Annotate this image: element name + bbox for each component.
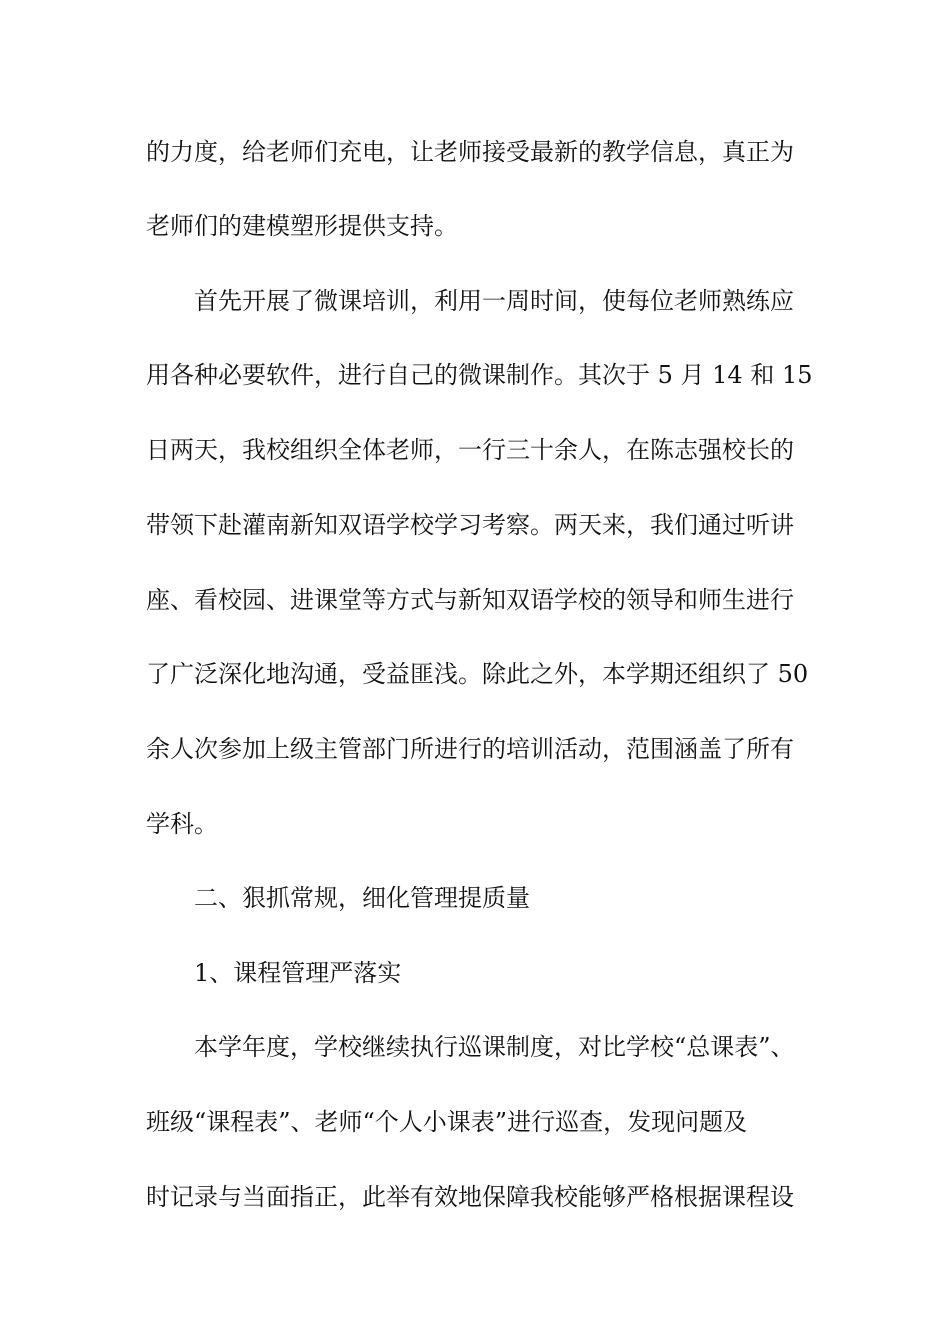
text-line: 日两天，我校组织全体老师，一行三十余人，在陈志强校长的 <box>146 436 794 464</box>
section-heading: 二、狠抓常规，细化管理提质量 <box>194 884 530 912</box>
text-line: 老师们的建模塑形提供支持。 <box>146 212 458 240</box>
text-line: 了广泛深化地沟通，受益匪浅。除此之外，本学期还组织了 50 <box>146 660 809 688</box>
text-line: 座、看校园、进课堂等方式与新知双语学校的领导和师生进行 <box>146 586 794 614</box>
paragraph-start-line: 本学年度，学校继续执行巡课制度，对比学校“总课表”、 <box>194 1033 795 1061</box>
paragraph-start-line: 首先开展了微课培训，利用一周时间，使每位老师熟练应 <box>194 287 794 315</box>
text-line: 时记录与当面指正，此举有效地保障我校能够严格根据课程设 <box>146 1183 794 1211</box>
text-line: 带领下赴灌南新知双语学校学习考察。两天来，我们通过听讲 <box>146 511 794 539</box>
text-line: 余人次参加上级主管部门所进行的培训活动，范围涵盖了所有 <box>146 735 794 763</box>
text-line: 学科。 <box>146 810 218 838</box>
text-line: 的力度，给老师们充电，让老师接受最新的教学信息，真正为 <box>146 138 794 166</box>
text-line: 用各种必要软件，进行自己的微课制作。其次于 5 月 14 和 15 <box>146 361 813 389</box>
subsection-heading: 1、课程管理严落实 <box>194 959 402 987</box>
text-line: 班级“课程表”、老师“个人小课表”进行巡查，发现问题及 <box>146 1108 748 1136</box>
